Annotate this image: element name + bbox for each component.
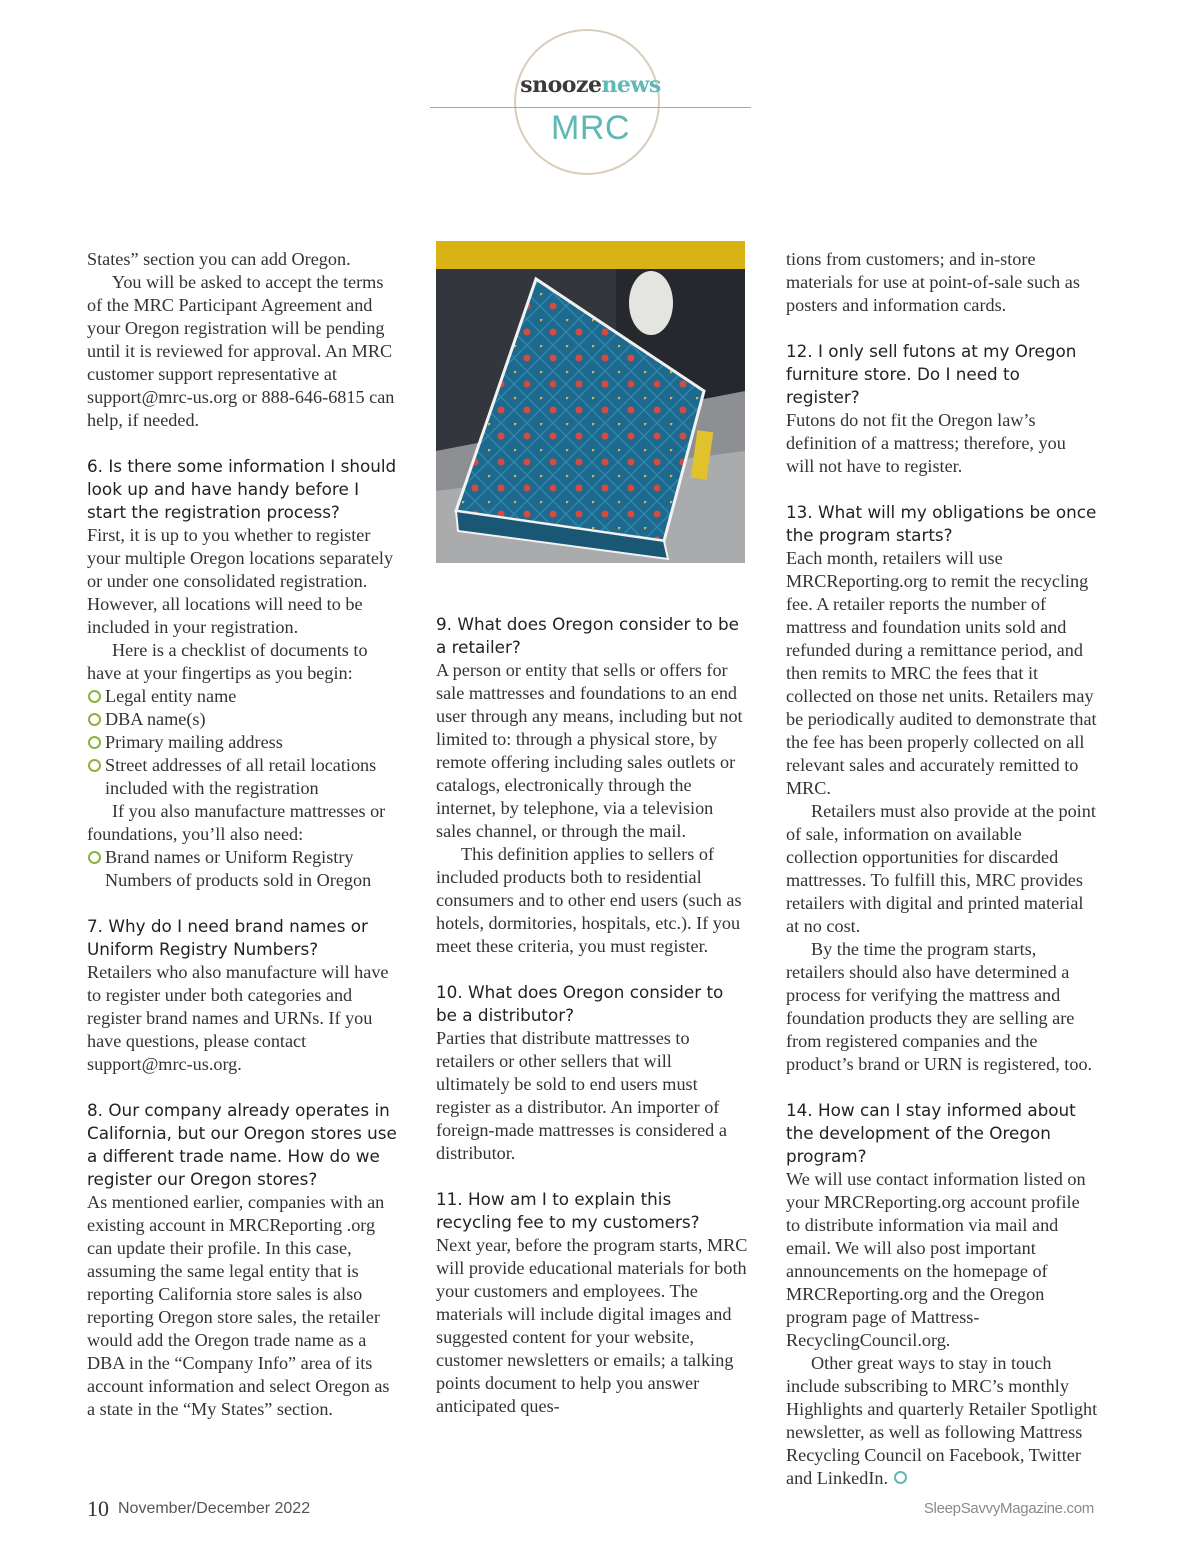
paragraph: By the time the program starts, retailers should also have determined a process for verifying the mattress and foundation products they are selling are from registered companies and the product’s brand or URN is registered, too. bbox=[786, 939, 1093, 1074]
closing-text: Other great ways to stay in touch include subscribing to MRC’s monthly Highlights and quarterly Retailer Spotlight newsletter, as well as following Mattress Recycling Council on Facebook, Twitter and LinkedIn. bbox=[786, 1353, 1098, 1488]
section-title: MRC bbox=[551, 109, 630, 147]
checklist-item: Primary mailing address bbox=[87, 731, 399, 754]
question-7: 7. Why do I need brand names or Uniform Registry Numbers? bbox=[87, 916, 368, 959]
answer-8: As mentioned earlier, companies with an existing account in MRCReporting .org can update their profile. In this case, assuming the same legal entity that is reporting California store sales is also reporting Oregon store sales, the retailer would add the Oregon trade name as a DBA in the “Company Info” area of its account information and select Oregon as a state in the “My States” section. bbox=[87, 1192, 390, 1419]
brand-snooze: snooze bbox=[520, 72, 602, 98]
question-6: 6. Is there some information I should look up and have handy before I start the registration process? bbox=[87, 456, 397, 522]
end-mark-icon bbox=[894, 1471, 907, 1484]
site-url: SleepSavvyMagazine.com bbox=[923, 1500, 1094, 1517]
issue-date: November/December 2022 bbox=[118, 1500, 311, 1517]
paragraph: This definition applies to sellers of included products both to residential consumers and to other end users (such as hotels, dormitories, hospitals, etc.). If you meet these criteria, you must register. bbox=[436, 844, 742, 956]
header-circle bbox=[514, 29, 660, 175]
column-3 bbox=[786, 248, 1098, 1490]
question-8: 8. Our company already operates in California, but our Oregon stores use a different trade name. How do we register our Oregon stores? bbox=[87, 1100, 397, 1189]
paragraph: tions from customers; and in-store materials for use at point-of-sale such as posters and information cards. bbox=[786, 249, 1080, 315]
mattress-photo-icon bbox=[436, 241, 745, 563]
paragraph: You will be asked to accept the terms of the MRC Participant Agreement and your Oregon registration will be pending until it is reviewed for approval. An MRC customer support representative at support@mrc-us.org or 888-646-6815 can help, if needed. bbox=[87, 272, 395, 430]
column-2 bbox=[436, 613, 748, 1418]
checklist-item: DBA name(s) bbox=[87, 708, 399, 731]
checklist bbox=[87, 846, 399, 892]
header-rule bbox=[430, 107, 751, 108]
answer-12: Futons do not fit the Oregon law’s definition of a mattress; therefore, you will not have to register. bbox=[786, 410, 1066, 476]
answer-10: Parties that distribute mattresses to retailers or other sellers that will ultimately be sold to end users must register as a distributor. An importer of foreign-made mattresses is considered a distributor. bbox=[436, 1028, 727, 1163]
question-14: 14. How can I stay informed about the development of the Oregon program? bbox=[786, 1100, 1076, 1166]
answer-6: First, it is up to you whether to register your multiple Oregon locations separately or under one consolidated registration. However, all locations will need to be included in your registration. bbox=[87, 525, 394, 637]
checklist-item: Street addresses of all retail locations included with the registration bbox=[87, 754, 399, 800]
answer-9: A person or entity that sells or offers for sale mattresses and foundations to an end user through any means, including but not limited to: through a physical store, by remote offering including sales outlets or catalogs, electronically through the internet, by telephone, via a television sales channel, or through the mail. bbox=[436, 660, 743, 841]
question-13: 13. What will my obligations be once the program starts? bbox=[786, 502, 1097, 545]
question-12: 12. I only sell futons at my Oregon furniture store. Do I need to register? bbox=[786, 341, 1077, 407]
checklist bbox=[87, 685, 399, 800]
checklist-item: Brand names or Uniform Registry Numbers of products sold in Oregon bbox=[87, 846, 399, 892]
checklist-item: Legal entity name bbox=[87, 685, 399, 708]
brand-logo bbox=[430, 72, 751, 98]
question-9: 9. What does Oregon consider to be a retailer? bbox=[436, 614, 739, 657]
answer-13: Each month, retailers will use MRCReporting.org to remit the recycling fee. A retailer reports the number of mattress and foundation units sold and refunded during a remittance period, and then remits to MRC the fees that it collected on those net units. Retailers may be periodically audited to demonstrate that the fee has been properly collected on all relevant sales and accurately remitted to MRC. bbox=[786, 548, 1097, 798]
answer-7: Retailers who also manufacture will have to register under both categories and register brand names and URNs. If you have questions, please contact support@mrc-us.org. bbox=[87, 962, 389, 1074]
answer-11: Next year, before the program starts, MRC will provide educational materials for both your customers and employees. The materials will include digital images and suggested content for your website, customer newsletters or emails; a talking points document to help you answer anticipated ques- bbox=[436, 1235, 748, 1416]
brand-news: news bbox=[601, 72, 661, 98]
paragraph: Retailers must also provide at the point of sale, information on available collection opportunities for discarded mattresses. To fulfill this, MRC provides retailers with digital and printed material at no cost. bbox=[786, 801, 1096, 936]
question-10: 10. What does Oregon consider to be a distributor? bbox=[436, 982, 724, 1025]
answer-14: We will use contact information listed on your MRCReporting.org account profile to distribute information via mail and email. We will also post important announcements on the homepage of MRCReporting.org and the Oregon program page of Mattress-RecyclingCouncil.org. bbox=[786, 1169, 1086, 1350]
column-1 bbox=[87, 248, 399, 1421]
question-11: 11. How am I to explain this recycling fee to my customers? bbox=[436, 1189, 700, 1232]
mattress-photo bbox=[436, 241, 745, 563]
paragraph: States” section you can add Oregon. bbox=[87, 249, 351, 269]
paragraph: Here is a checklist of documents to have at your fingertips as you begin: bbox=[87, 640, 368, 683]
paragraph-last bbox=[786, 1352, 1098, 1490]
page-number: 10 bbox=[87, 1496, 109, 1521]
paragraph: If you also manufacture mattresses or foundations, you’ll also need: bbox=[87, 801, 386, 844]
